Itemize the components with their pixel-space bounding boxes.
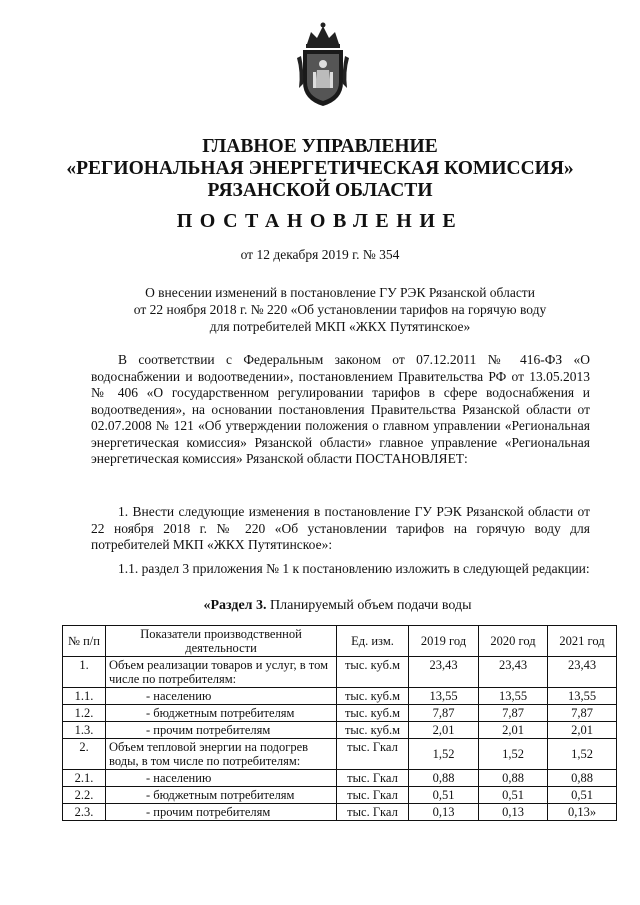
row-unit: тыс. куб.м [337, 657, 409, 688]
row-value-2019: 23,43 [409, 657, 479, 688]
table-row [63, 787, 617, 804]
row-value-2019: 0,88 [409, 770, 479, 787]
table-row [63, 705, 617, 722]
row-unit: тыс. Гкал [337, 787, 409, 804]
row-value-2021: 13,55 [548, 688, 617, 705]
row-value-2021: 2,01 [548, 722, 617, 739]
row-value-2021: 1,52 [548, 739, 617, 770]
header-unit: Ед. изм. [337, 626, 409, 657]
row-value-2020: 0,88 [479, 770, 548, 787]
row-value-2019: 13,55 [409, 688, 479, 705]
header-num: № п/п [63, 626, 106, 657]
coat-of-arms-emblem [295, 22, 351, 108]
row-num: 1. [63, 657, 106, 688]
table-row [63, 657, 617, 688]
clause-1-paragraph: 1. Внести следующие изменения в постановление ГУ РЭК Рязанской области от 22 ноября 2018 г. № 220 «Об установлении тарифов на горячую воду для потребителей МКП «ЖКХ Путятинское»: [91, 504, 590, 552]
row-num: 2.1. [63, 770, 106, 787]
row-value-2020: 0,51 [479, 787, 548, 804]
clause-1-1-paragraph: 1.1. раздел 3 приложения № 1 к постановлению изложить в следующей редакции: [118, 561, 590, 576]
row-value-2019: 0,51 [409, 787, 479, 804]
header-line-2: «РЕГИОНАЛЬНАЯ ЭНЕРГЕТИЧЕСКАЯ КОМИССИЯ» [66, 158, 574, 179]
row-indicator: - бюджетным потребителям [106, 787, 337, 804]
header-line-1: ГЛАВНОЕ УПРАВЛЕНИЕ [202, 136, 438, 157]
row-value-2019: 2,01 [409, 722, 479, 739]
header-2020: 2020 год [479, 626, 548, 657]
row-value-2021: 0,88 [548, 770, 617, 787]
row-value-2019: 7,87 [409, 705, 479, 722]
row-value-2019: 1,52 [409, 739, 479, 770]
row-value-2021: 0,51 [548, 787, 617, 804]
row-num: 1.1. [63, 688, 106, 705]
subject-line-3: для потребителей МКП «ЖКХ Путятинское» [209, 319, 471, 334]
section-caption-label: «Раздел 3. [203, 598, 267, 613]
planned-volume-table [62, 625, 617, 821]
row-num: 2. [63, 739, 106, 770]
row-value-2021: 7,87 [548, 705, 617, 722]
row-num: 1.3. [63, 722, 106, 739]
row-value-2019: 0,13 [409, 804, 479, 821]
row-indicator: - бюджетным потребителям [106, 705, 337, 722]
row-indicator: - прочим потребителям [106, 804, 337, 821]
table-row [63, 739, 617, 770]
subject-line-1: О внесении изменений в постановление ГУ РЭК Рязанской области [145, 285, 535, 300]
preamble-paragraph: В соответствии с Федеральным законом от 07.12.2011 № 416-ФЗ «О водоснабжении и водоотведении», постановлением Правительства РФ от 13.05.2013 № 406 «О государственном регулировании тарифов в сфере водоснабжения и водоотведения», на основании постановления Правительства Рязанской области от 02.07.2008 № 121 «Об утверждении положения о главном управлении «Региональная энергетическая комиссия» Рязанской области» главное управление «Региональная энергетическая комиссия» Рязанской области ПОСТАНОВЛЯЕТ: [91, 352, 590, 466]
header-2019: 2019 год [409, 626, 479, 657]
row-value-2020: 2,01 [479, 722, 548, 739]
table-header-row [63, 626, 617, 657]
row-value-2021: 0,13» [548, 804, 617, 821]
row-value-2020: 0,13 [479, 804, 548, 821]
row-value-2020: 23,43 [479, 657, 548, 688]
row-unit: тыс. куб.м [337, 722, 409, 739]
row-indicator: - населению [106, 688, 337, 705]
row-num: 1.2. [63, 705, 106, 722]
row-value-2021: 23,43 [548, 657, 617, 688]
row-unit: тыс. Гкал [337, 739, 409, 770]
row-num: 2.2. [63, 787, 106, 804]
row-indicator: - прочим потребителям [106, 722, 337, 739]
table-row [63, 770, 617, 787]
row-indicator: Объем реализации товаров и услуг, в том числе по потребителям: [106, 657, 337, 688]
row-value-2020: 13,55 [479, 688, 548, 705]
row-unit: тыс. куб.м [337, 705, 409, 722]
row-value-2020: 7,87 [479, 705, 548, 722]
row-indicator: Объем тепловой энергии на подогрев воды, в том числе по потребителям: [106, 739, 337, 770]
subject-line-2: от 22 ноября 2018 г. № 220 «Об установлении тарифов на горячую воду [133, 302, 547, 317]
header-2021: 2021 год [548, 626, 617, 657]
row-unit: тыс. куб.м [337, 688, 409, 705]
section-caption [0, 598, 640, 614]
row-value-2020: 1,52 [479, 739, 548, 770]
document-subject [100, 284, 580, 335]
table-row [63, 722, 617, 739]
row-num: 2.3. [63, 804, 106, 821]
document-type-title: ПОСТАНОВЛЕНИЕ [176, 210, 464, 232]
row-unit: тыс. Гкал [337, 770, 409, 787]
table-row [63, 688, 617, 705]
header-line-3: РЯЗАНСКОЙ ОБЛАСТИ [207, 180, 433, 201]
row-unit: тыс. Гкал [337, 804, 409, 821]
header-indicator: Показатели производственной деятельности [106, 626, 337, 657]
table-row [63, 804, 617, 821]
row-indicator: - населению [106, 770, 337, 787]
document-date-number: от 12 декабря 2019 г. № 354 [240, 247, 400, 262]
section-caption-text: Планируемый объем подачи воды [266, 598, 472, 613]
